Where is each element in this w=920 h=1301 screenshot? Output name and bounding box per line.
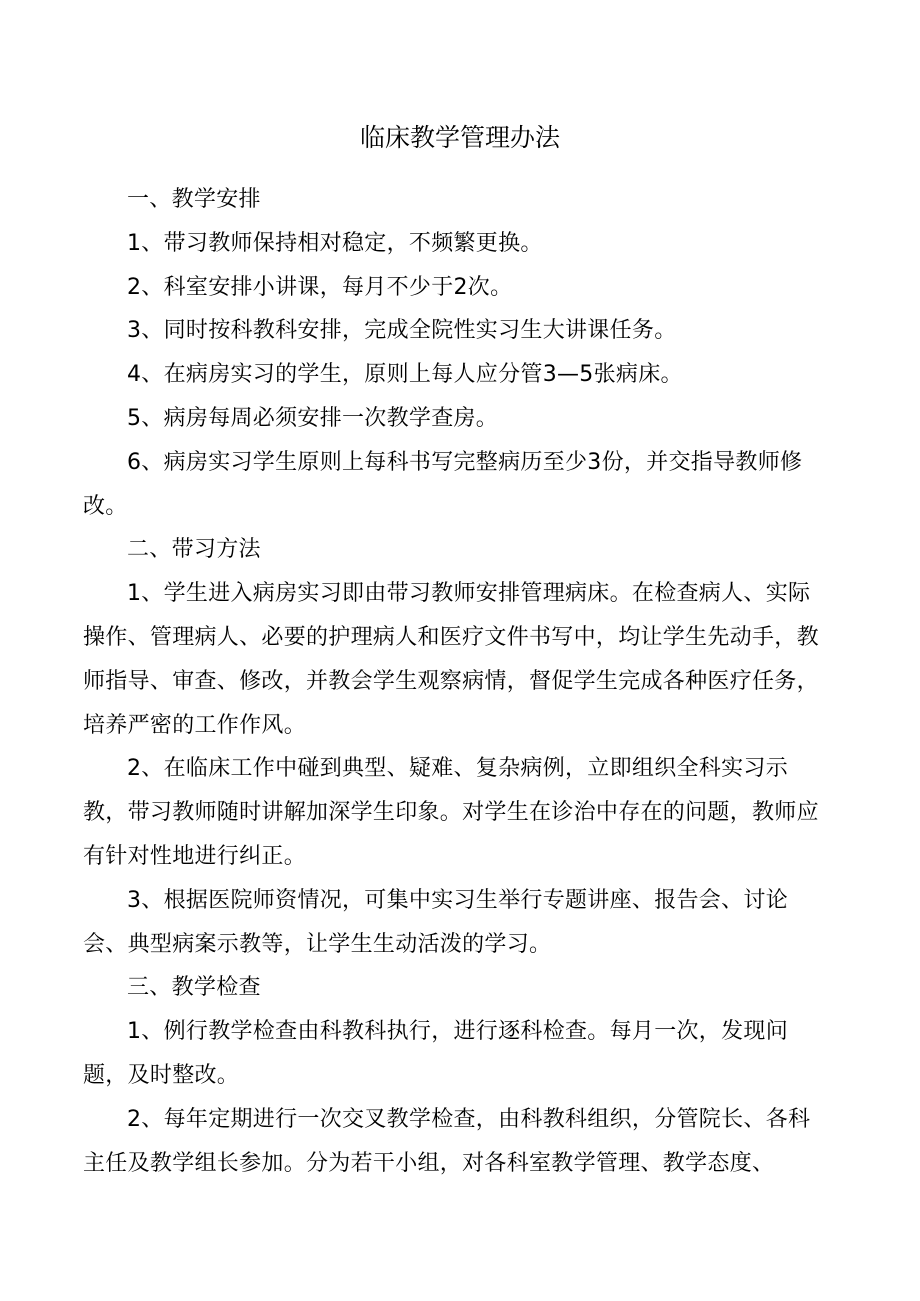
paragraph: 1、带习教师保持相对稳定，不频繁更换。 [127,230,543,256]
section-heading-teaching-inspection: 三、教学检查 [127,975,261,1001]
paragraph: 2、每年定期进行一次交叉教学检查，由科教科组织，分管院长、各科主任及教学组长参加。分为若干小组，对各科室教学管理、教学态度、 [83,1106,811,1176]
paragraph: 3、同时按科教科安排，完成全院性实习生大讲课任务。 [127,318,677,344]
page-title: 临床教学管理办法 [359,123,560,152]
paragraph: 6、病房实习学生原则上每科书写完整病历至少3份，并交指导教师修改。 [83,449,803,519]
section-heading-teaching-arrangement: 一、教学安排 [127,187,261,212]
document-body [83,178,828,1185]
paragraph: 2、在临床工作中碰到典型、疑难、复杂病例，立即组织全科实习示教，带习教师随时讲解加深学生印象。对学生在诊治中存在的问题，教师应有针对性地进行纠正。 [83,756,819,869]
paragraph: 3、根据医院师资情况，可集中实习生举行专题讲座、报告会、讨论会、典型病案示教等，让学生生动活泼的学习。 [83,887,788,957]
paragraph: 1、学生进入病房实习即由带习教师安排管理病床。在检查病人、实际操作、管理病人、必要的护理病人和医疗文件书写中，均让学生先动手，教师指导、审查、修改，并教会学生观察病情，督促学生完成各种医疗任务，培养严密的工作作风。 [83,581,819,738]
section-heading-guidance-method: 二、带习方法 [127,537,261,563]
paragraph: 2、科室安排小讲课，每月不少于2次。 [127,274,513,300]
paragraph: 5、病房每周必须安排一次教学查房。 [127,405,499,431]
paragraph: 4、在病房实习的学生，原则上每人应分管3—5张病床。 [127,362,683,388]
paragraph: 1、例行教学检查由科教科执行，进行逐科检查。每月一次，发现问题，及时整改。 [83,1019,788,1088]
